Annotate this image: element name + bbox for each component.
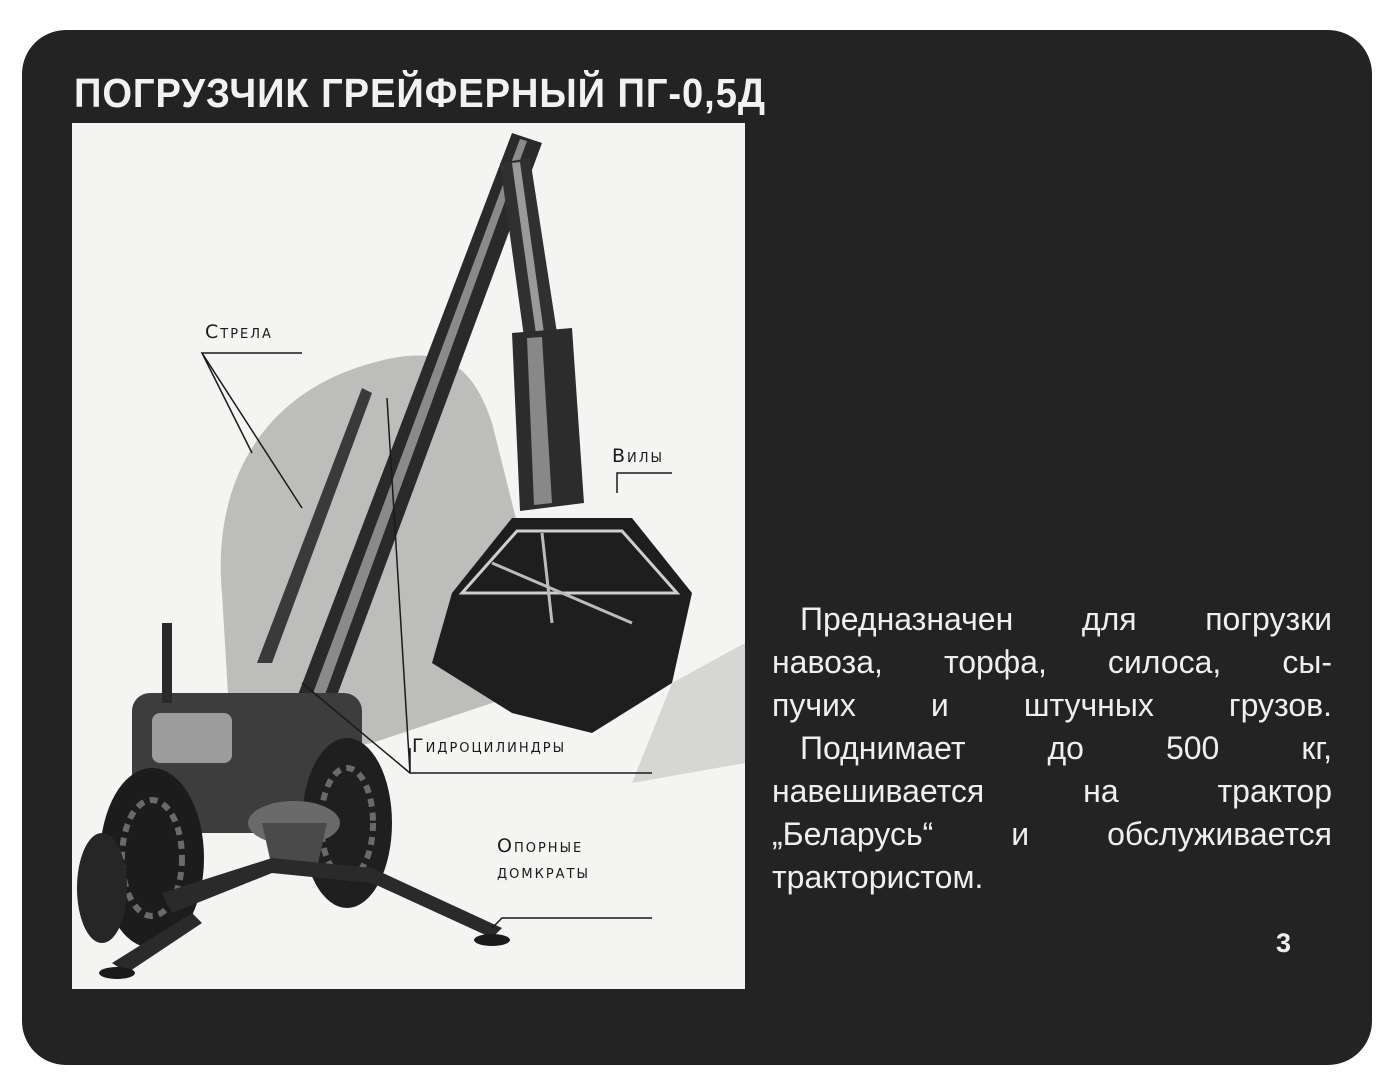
filmstrip-slide — [22, 30, 1372, 1065]
leader-line-boom — [202, 353, 252, 453]
leader-line-forks — [617, 473, 672, 493]
description-line: трактористом. — [772, 859, 984, 895]
label-support-jacks-line2: домкраты — [497, 861, 590, 883]
description-line: Предназначен для погрузки — [800, 601, 1332, 637]
description-line: навоза, торфа, силоса, сы- — [772, 644, 1332, 680]
left-jack-foot — [99, 967, 135, 979]
leader-line-jacks — [492, 918, 652, 928]
label-forks: Вилы — [612, 445, 665, 467]
description-line: пучих и штучных грузов. — [772, 687, 1332, 723]
tractor-hood-shape — [152, 713, 232, 763]
tractor-exhaust-shape — [162, 623, 172, 703]
label-support-jacks-line1: Опорные — [497, 835, 584, 857]
description-line: навешивается на трактор — [772, 773, 1332, 809]
label-hydraulic-cylinders: Гидроцилиндры — [412, 735, 567, 757]
page-number: 3 — [1276, 928, 1292, 958]
description-text — [772, 598, 1332, 899]
loader-drawing — [72, 123, 745, 989]
right-jack-foot — [474, 934, 510, 946]
loader-illustration — [72, 123, 745, 989]
front-wheel-shape — [77, 833, 127, 943]
description-line: „Беларусь“ и обслуживается — [772, 816, 1332, 852]
slide-title: ПОГРУЗЧИК ГРЕЙФЕРНЫЙ ПГ-0,5Д — [74, 70, 766, 116]
description-line: Поднимает до 500 кг, — [800, 730, 1332, 766]
label-boom: Стрела — [205, 321, 273, 343]
